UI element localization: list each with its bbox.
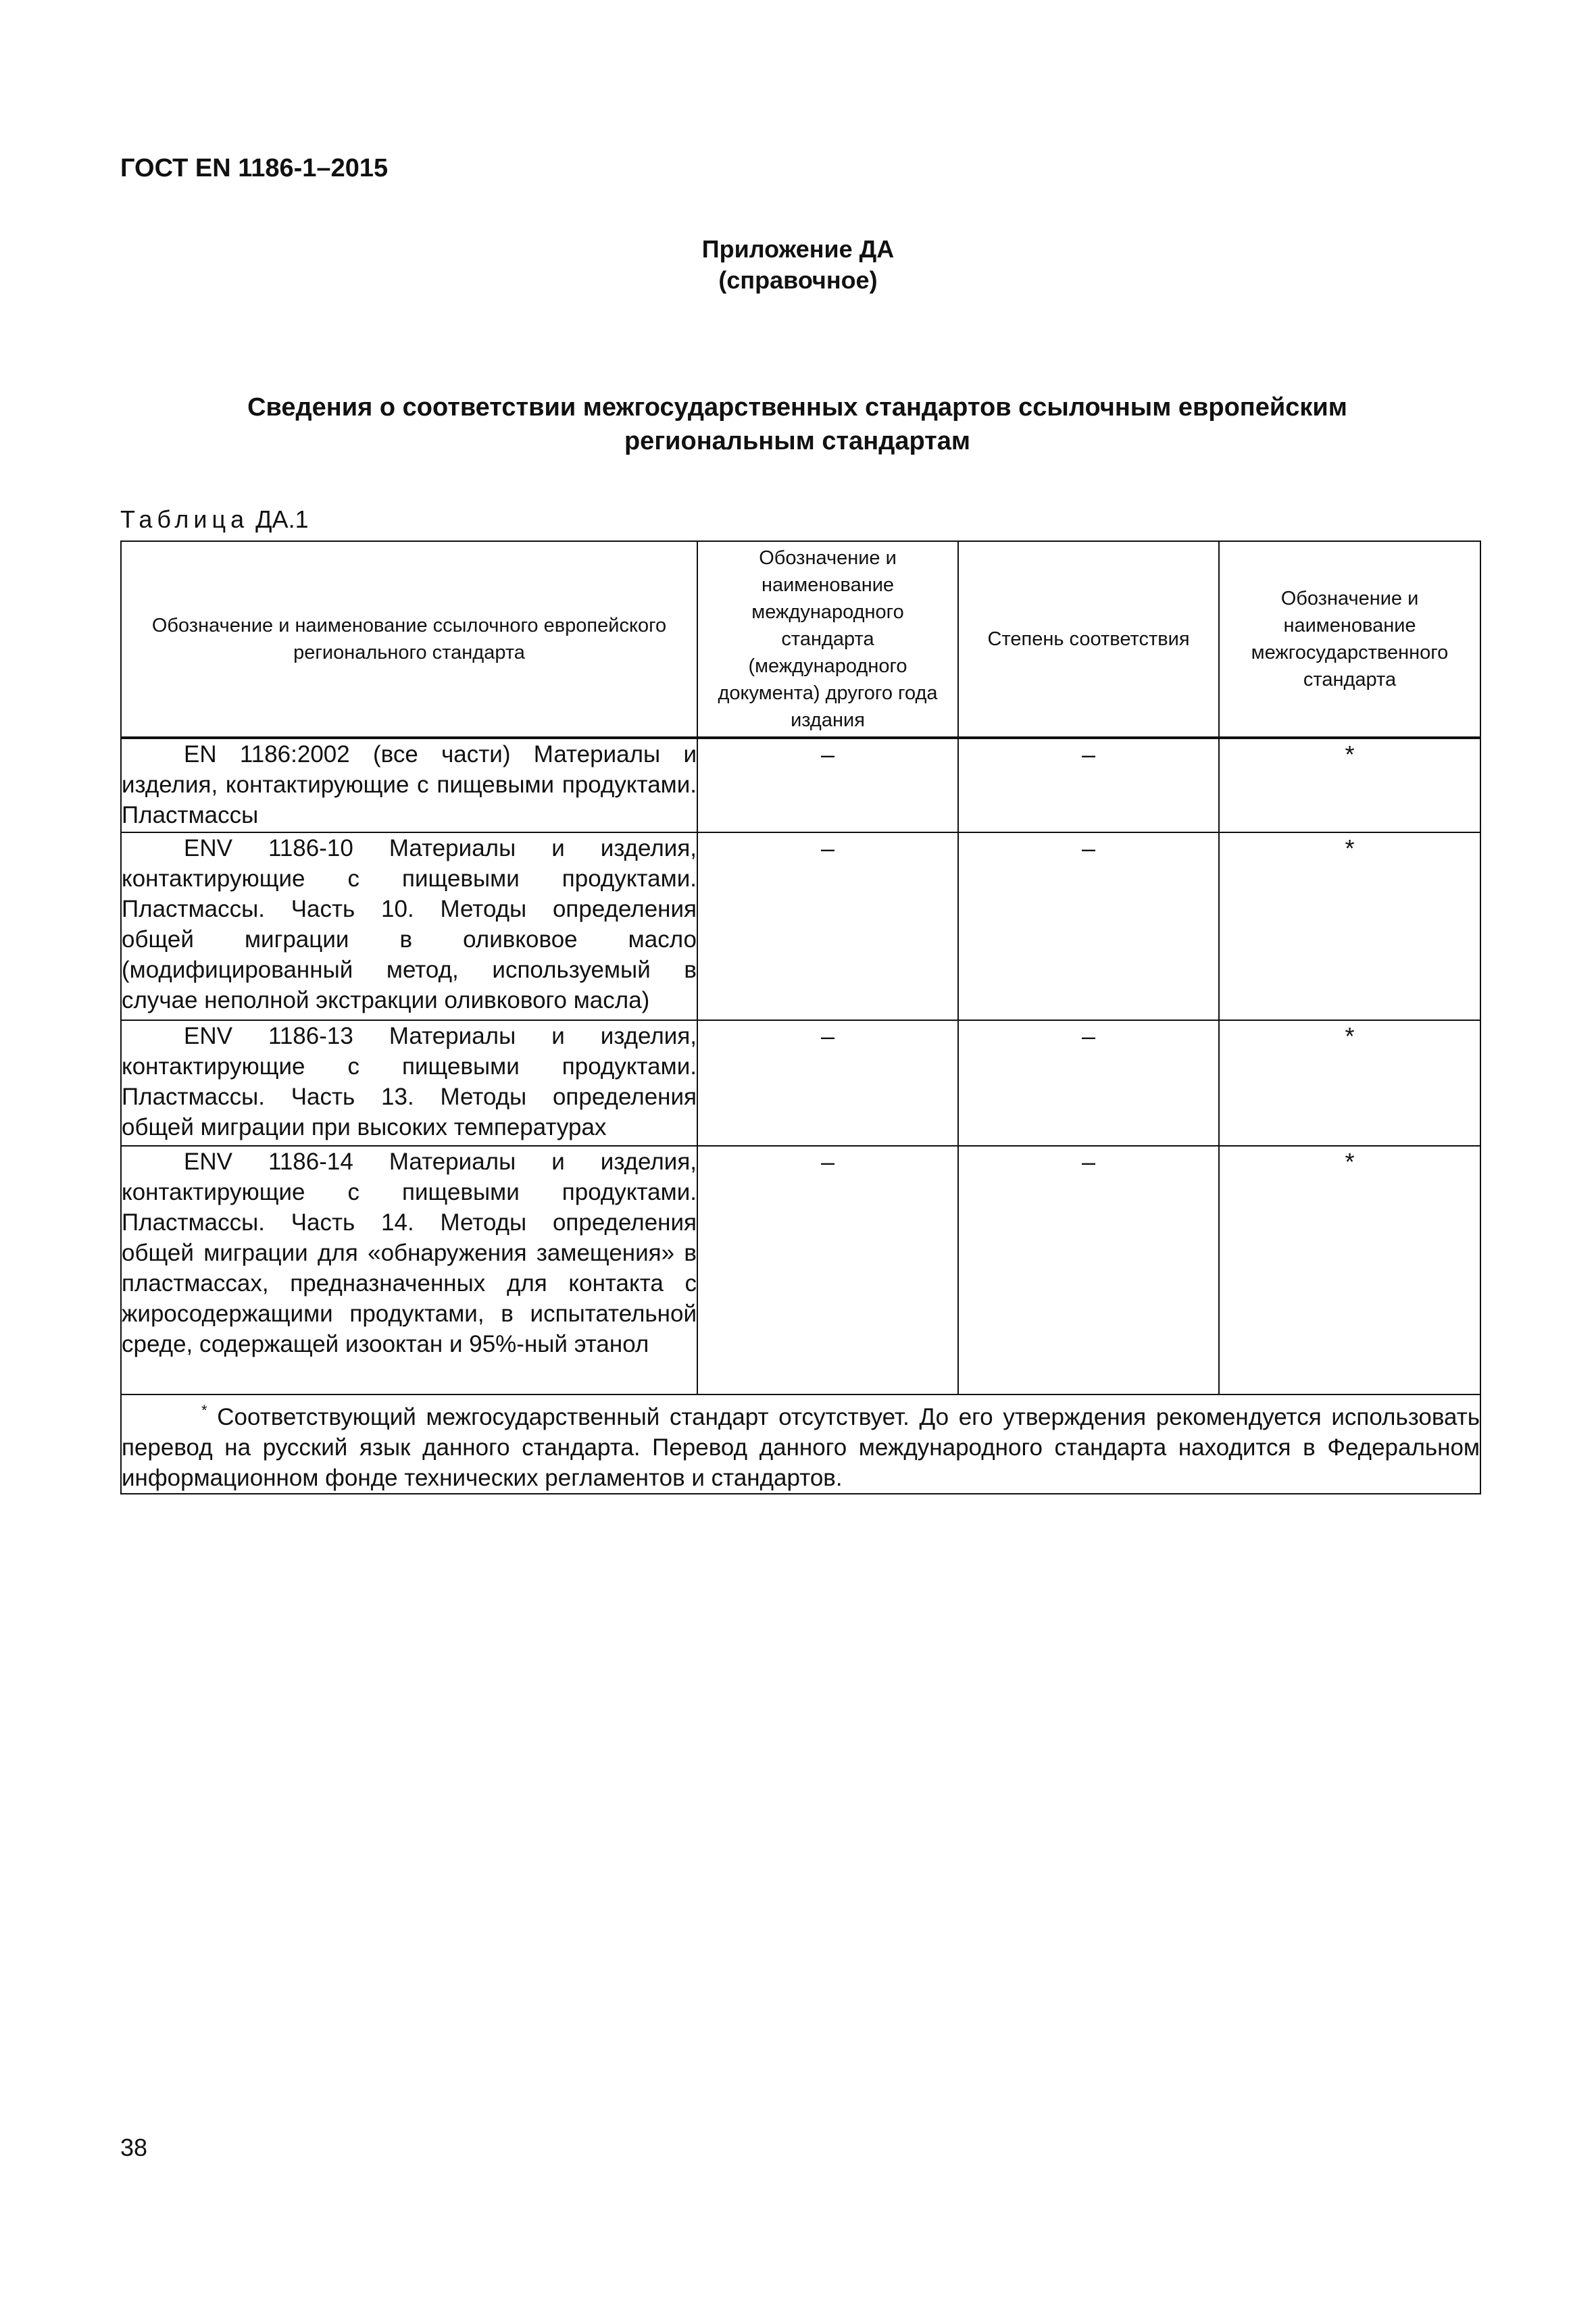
column-header-degree (958, 541, 1219, 738)
interstate-standard-cell: * (1219, 1020, 1480, 1146)
degree-cell: – (958, 1020, 1219, 1146)
correspondence-table (120, 540, 1481, 1494)
table-header-row (121, 541, 1480, 738)
reference-standard-cell: ENV 1186-14 Материалы и изделия, контактирующие с пищевыми продуктами. Пластмассы. Часть 14. Методы определения общей миграции для «обнаружения замещения» в пластмассах, предназначенных для контакта с жиросодержащими продуктами, в испытательной среде, содержащей изооктан и 95%-ный этанол (121, 1146, 697, 1394)
column-header-interstate-standard (1219, 541, 1480, 738)
footnote-mark: * (201, 1402, 207, 1419)
reference-standard-cell: ENV 1186-10 Материалы и изделия, контактирующие с пищевыми продуктами. Пластмассы. Часть 10. Методы определения общей миграции в оливковое масло (модифицированный метод, используемый в случае неполной экстракции оливкового масла) (121, 832, 697, 1020)
interstate-standard-cell: * (1219, 832, 1480, 1020)
international-standard-cell: – (697, 1020, 958, 1146)
table-row (121, 738, 1480, 832)
reference-standard-cell: EN 1186:2002 (все части) Материалы и изделия, контактирующие с пищевыми продуктами. Пластмассы (121, 738, 697, 832)
table-caption-word: Таблица (120, 505, 249, 533)
section-title-line-1: Сведения о соответствии межгосударственных стандартов ссылочным европейским (247, 393, 1347, 422)
annex-heading (0, 234, 1596, 296)
degree-cell: – (958, 832, 1219, 1020)
reference-standard-cell: ENV 1186-13 Материалы и изделия, контактирующие с пищевыми продуктами. Пластмассы. Часть 13. Методы определения общей миграции при высоких температурах (121, 1020, 697, 1146)
international-standard-cell: – (697, 738, 958, 832)
degree-cell: – (958, 738, 1219, 832)
interstate-standard-cell: * (1219, 738, 1480, 832)
table-caption-number: ДА.1 (255, 505, 309, 533)
column-header-text: Обозначение и наименование ссылочного европейского регионального стандарта (151, 615, 667, 663)
section-title-line-2: региональным стандартам (624, 427, 971, 455)
table-row (121, 832, 1480, 1020)
table-footnote-row (121, 1394, 1480, 1494)
annex-title: Приложение ДА (701, 235, 895, 263)
column-header-text: Обозначение и наименование международного стандарта (международного документа) другого года издания (718, 547, 938, 731)
column-header-text: Обозначение и наименование межгосударственного стандарта (1251, 588, 1449, 690)
page-number: 38 (120, 2134, 148, 2161)
table-row (121, 1146, 1480, 1394)
footnote-text: Соответствующий межгосударственный стандарт отсутствует. До его утверждения рекомендуется использовать перевод на русский язык данного стандарта. Перевод данного международного стандарта находится в Федеральном информационном фонде технических регламентов и стандартов. (122, 1404, 1480, 1491)
annex-note: (справочное) (718, 266, 878, 294)
column-header-text: Степень соответствия (987, 628, 1190, 650)
table-row (121, 1020, 1480, 1146)
international-standard-cell: – (697, 832, 958, 1020)
interstate-standard-cell: * (1219, 1146, 1480, 1394)
table-caption (120, 505, 309, 534)
column-header-reference-standard (121, 541, 697, 738)
table-footnote (121, 1394, 1480, 1494)
degree-cell: – (958, 1146, 1219, 1394)
section-title (162, 391, 1432, 458)
document-code: ГОСТ EN 1186-1–2015 (120, 154, 389, 182)
column-header-international-standard (697, 541, 958, 738)
international-standard-cell: – (697, 1146, 958, 1394)
